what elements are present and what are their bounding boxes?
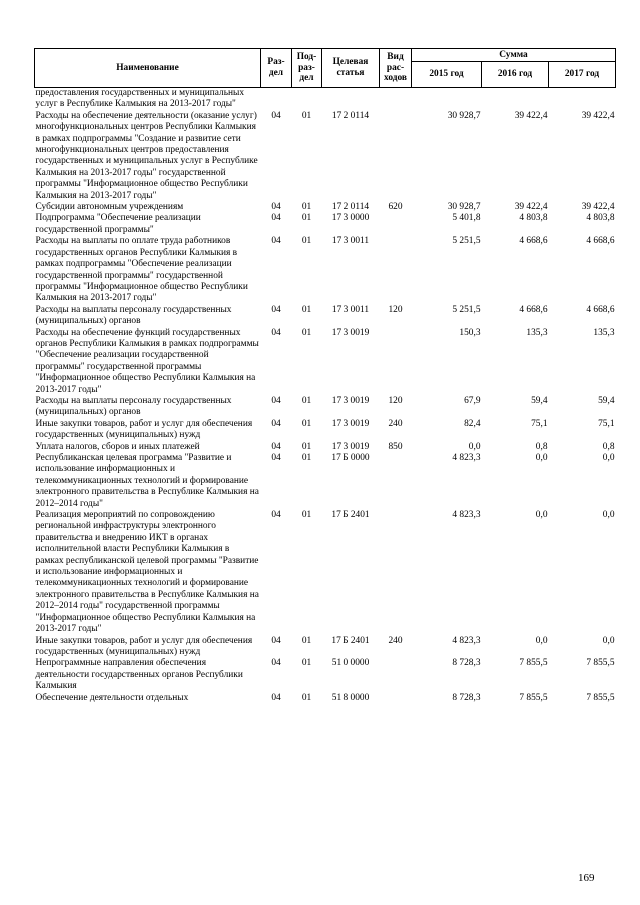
table-row bbox=[35, 453, 616, 510]
row-razdel-cell: 04 bbox=[271, 213, 281, 224]
table-row bbox=[35, 202, 616, 213]
row-2016-cell: 7 855,5 bbox=[519, 658, 548, 669]
row-2015-cell: 30 928,7 bbox=[447, 110, 481, 121]
row-2016-cell: 39 422,4 bbox=[514, 202, 548, 213]
row-2017-cell: 4 803,8 bbox=[586, 213, 615, 224]
row-tselevaya-cell: 17 Б 0000 bbox=[331, 453, 370, 463]
row-razdel-cell: 04 bbox=[271, 418, 281, 429]
row-podrazdel-cell: 01 bbox=[301, 110, 312, 121]
row-vid-cell bbox=[380, 213, 412, 236]
row-2017-cell: 0,0 bbox=[602, 510, 615, 521]
row-2015-cell: 5 401,8 bbox=[452, 213, 481, 224]
header-year-2016: 2016 год bbox=[482, 62, 549, 88]
row-2015-cell: 4 823,3 bbox=[452, 635, 481, 646]
row-name-cell: предоставления государственных и муниципальных услуг в Республике Калмыкия на 2013-2017 годы" bbox=[35, 88, 245, 110]
row-2015-cell: 8 728,3 bbox=[452, 658, 481, 669]
row-vid-cell: 850 bbox=[388, 441, 403, 452]
row-razdel-cell: 04 bbox=[271, 441, 281, 452]
row-vid-cell: 120 bbox=[388, 395, 403, 406]
row-2017-cell: 4 668,6 bbox=[586, 304, 615, 315]
row-2016-cell: 4 803,8 bbox=[519, 213, 548, 224]
row-podrazdel-cell: 01 bbox=[301, 304, 312, 315]
row-podrazdel-cell: 01 bbox=[301, 418, 312, 429]
budget-table bbox=[34, 48, 616, 704]
row-name-cell: Иные закупки товаров, работ и услуг для обеспечения государственных (муниципальных) нужд bbox=[35, 635, 253, 657]
header-podrazdel: Под- раз- дел bbox=[292, 49, 322, 88]
table-body bbox=[35, 88, 616, 704]
row-2017-cell: 4 668,6 bbox=[586, 236, 615, 247]
row-2015-cell: 8 728,3 bbox=[452, 692, 481, 703]
header-razdel: Раз- дел bbox=[261, 49, 292, 88]
row-vid-cell bbox=[380, 88, 412, 111]
row-tselevaya-cell: 51 0 0000 bbox=[331, 658, 370, 669]
row-2015-cell: 0,0 bbox=[468, 441, 481, 452]
header-vid-rashodov: Вид рас- ходов bbox=[380, 49, 412, 88]
row-razdel-cell bbox=[261, 88, 292, 111]
header-year-2015: 2015 год bbox=[412, 62, 482, 88]
row-name-cell: Подпрограмма "Обеспечение реализации государственной программы" bbox=[35, 213, 201, 235]
row-2016-cell: 0,8 bbox=[535, 441, 548, 452]
row-2017-cell: 0,8 bbox=[602, 441, 615, 452]
row-vid-cell bbox=[380, 328, 412, 396]
table-row bbox=[35, 396, 616, 419]
row-2017-cell: 7 855,5 bbox=[586, 658, 615, 669]
row-vid-cell: 240 bbox=[388, 635, 403, 646]
row-tselevaya-cell: 17 3 0011 bbox=[331, 236, 370, 247]
row-vid-cell bbox=[380, 111, 412, 202]
row-podrazdel-cell: 01 bbox=[301, 327, 312, 338]
row-tselevaya-cell: 17 3 0000 bbox=[331, 213, 370, 224]
row-podrazdel-cell bbox=[292, 88, 322, 111]
row-podrazdel-cell: 01 bbox=[301, 453, 312, 463]
row-2016-cell: 75,1 bbox=[531, 418, 548, 429]
table-row bbox=[35, 88, 616, 111]
row-name-cell: Расходы на выплаты персоналу государственных (муниципальных) органов bbox=[35, 395, 232, 418]
row-podrazdel-cell: 01 bbox=[301, 213, 312, 224]
row-2015-cell: 30 928,7 bbox=[447, 202, 481, 213]
row-razdel-cell: 04 bbox=[271, 510, 281, 521]
table-row bbox=[35, 510, 616, 635]
row-tselevaya-cell: 17 3 0019 bbox=[331, 395, 370, 406]
row-tselevaya-cell: 17 3 0019 bbox=[331, 418, 370, 429]
row-2016-cell: 135,3 bbox=[526, 327, 548, 338]
row-podrazdel-cell: 01 bbox=[301, 236, 312, 247]
row-razdel-cell: 04 bbox=[271, 202, 281, 213]
row-2015-cell bbox=[412, 88, 482, 111]
row-2017-cell: 39 422,4 bbox=[581, 202, 615, 213]
table-row bbox=[35, 111, 616, 202]
row-name-cell: Субсидии автономным учреждениям bbox=[35, 202, 184, 213]
row-vid-cell bbox=[380, 510, 412, 635]
table-row bbox=[35, 442, 616, 453]
row-podrazdel-cell: 01 bbox=[301, 658, 312, 669]
table-row bbox=[35, 658, 616, 692]
row-name-cell: Непрограммные направления обеспечения деятельности государственных органов Республики Калмыкия bbox=[35, 658, 243, 692]
table-header bbox=[35, 49, 616, 88]
row-vid-cell bbox=[380, 658, 412, 692]
row-razdel-cell: 04 bbox=[271, 692, 281, 703]
row-podrazdel-cell: 01 bbox=[301, 692, 312, 703]
row-razdel-cell: 04 bbox=[271, 236, 281, 247]
row-podrazdel-cell: 01 bbox=[301, 635, 312, 646]
row-2015-cell: 4 823,3 bbox=[452, 510, 481, 521]
row-vid-cell: 620 bbox=[388, 202, 403, 213]
table-row bbox=[35, 213, 616, 236]
row-podrazdel-cell: 01 bbox=[301, 510, 312, 521]
row-tselevaya-cell: 17 3 0019 bbox=[331, 327, 370, 338]
row-2017-cell: 135,3 bbox=[593, 327, 615, 338]
row-2016-cell: 4 668,6 bbox=[519, 304, 548, 315]
row-2017-cell bbox=[549, 88, 616, 111]
row-2015-cell: 5 251,5 bbox=[452, 236, 481, 247]
row-podrazdel-cell: 01 bbox=[301, 395, 312, 406]
row-2015-cell: 150,3 bbox=[459, 327, 481, 338]
row-vid-cell bbox=[380, 693, 412, 704]
row-razdel-cell: 04 bbox=[271, 395, 281, 406]
header-summa: Сумма bbox=[412, 49, 616, 62]
row-tselevaya-cell bbox=[322, 88, 380, 111]
row-2016-cell: 39 422,4 bbox=[514, 110, 548, 121]
row-tselevaya-cell: 17 Б 2401 bbox=[331, 635, 370, 646]
table-row bbox=[35, 305, 616, 328]
row-name-cell: Обеспечение деятельности отдельных bbox=[35, 692, 189, 703]
row-name-cell: Расходы на выплаты по оплате труда работников государственных органов Республики Калмыкия в рамках подпрограммы "Обеспечение реализации государственной программы" государственной программы "Информационное общество Республики Калмыкия на 2013-2017 годы" bbox=[35, 236, 248, 304]
row-2016-cell: 4 668,6 bbox=[519, 236, 548, 247]
row-razdel-cell: 04 bbox=[271, 453, 281, 463]
header-year-2017: 2017 год bbox=[549, 62, 616, 88]
row-name-cell: Иные закупки товаров, работ и услуг для обеспечения государственных (муниципальных) нужд bbox=[35, 418, 253, 441]
row-podrazdel-cell: 01 bbox=[301, 441, 312, 452]
row-2016-cell: 0,0 bbox=[535, 635, 548, 646]
row-name-cell: Республиканская целевая программа "Развитие и использование информационных и телекоммуникационных технологий и формирование электронного правительства в Республике Калмыкия на 2012–2014 годы" bbox=[35, 453, 259, 509]
row-2017-cell: 59,4 bbox=[598, 395, 615, 406]
table-row bbox=[35, 693, 616, 704]
row-2017-cell: 0,0 bbox=[602, 635, 615, 646]
row-2016-cell: 0,0 bbox=[535, 453, 548, 463]
row-name-cell: Расходы на обеспечение функций государственных органов Республики Калмыкия в рамках подпрограммы "Обеспечение реализации государственной программы" государственной программы "Информационное общество Республики Калмыкия на 2013-2017 годы" bbox=[35, 327, 259, 395]
row-tselevaya-cell: 17 3 0011 bbox=[331, 304, 370, 315]
row-vid-cell bbox=[380, 236, 412, 304]
row-name-cell: Реализация мероприятий по сопровождению региональной инфраструктуры электронного правительства и внедрению ИКТ в органах исполнительной власти Республики Калмыкия в рамках республиканской целевой программы "Развитие и использование информационных и телекоммуникационных технологий и формирование электронного правительства в Республике Калмыкия на 2012–2014 годы" государственной программы "Информационное общество Республики Калмыкия на 2013-2017 годы" bbox=[35, 510, 259, 635]
row-name-cell: Уплата налогов, сборов и иных платежей bbox=[35, 441, 200, 452]
row-razdel-cell: 04 bbox=[271, 658, 281, 669]
row-2016-cell: 7 855,5 bbox=[519, 692, 548, 703]
row-2016-cell: 0,0 bbox=[535, 510, 548, 521]
table-row bbox=[35, 328, 616, 396]
row-2015-cell: 5 251,5 bbox=[452, 304, 481, 315]
row-razdel-cell: 04 bbox=[271, 635, 281, 646]
header-name: Наименование bbox=[35, 49, 261, 88]
row-tselevaya-cell: 51 8 0000 bbox=[331, 692, 370, 703]
header-tselevaya-statya: Целевая статья bbox=[322, 49, 380, 88]
row-2016-cell bbox=[482, 88, 549, 111]
row-tselevaya-cell: 17 3 0019 bbox=[331, 441, 370, 452]
row-2017-cell: 39 422,4 bbox=[581, 110, 615, 121]
row-vid-cell bbox=[380, 453, 412, 510]
row-razdel-cell: 04 bbox=[271, 110, 281, 121]
row-2016-cell: 59,4 bbox=[531, 395, 548, 406]
row-razdel-cell: 04 bbox=[271, 327, 281, 338]
row-2015-cell: 82,4 bbox=[464, 418, 481, 429]
row-podrazdel-cell: 01 bbox=[301, 202, 312, 213]
row-2017-cell: 7 855,5 bbox=[586, 692, 615, 703]
table-row bbox=[35, 636, 616, 659]
row-tselevaya-cell: 17 2 0114 bbox=[331, 110, 370, 121]
row-2015-cell: 4 823,3 bbox=[452, 453, 481, 463]
row-2017-cell: 0,0 bbox=[602, 453, 615, 463]
row-razdel-cell: 04 bbox=[271, 304, 281, 315]
row-name-cell: Расходы на выплаты персоналу государственных (муниципальных) органов bbox=[35, 304, 232, 327]
row-vid-cell: 120 bbox=[388, 304, 403, 315]
row-name-cell: Расходы на обеспечение деятельности (оказание услуг) многофункциональных центров Республики Калмыкия в рамках подпрограммы "Создание и развитие сети многофункциональных центров предоставления государственных и муниципальных услуг в Республике Калмыкия на 2013-2017 годы" государственной программы "Информационное общество Республики Калмыкия на 2013-2017 годы" bbox=[35, 110, 258, 201]
row-2015-cell: 67,9 bbox=[464, 395, 481, 406]
page-number: 169 bbox=[578, 872, 595, 884]
table-row bbox=[35, 236, 616, 304]
table-row bbox=[35, 419, 616, 442]
row-vid-cell: 240 bbox=[388, 418, 403, 429]
row-2017-cell: 75,1 bbox=[598, 418, 615, 429]
row-tselevaya-cell: 17 Б 2401 bbox=[331, 510, 370, 521]
row-tselevaya-cell: 17 2 0114 bbox=[331, 202, 370, 213]
